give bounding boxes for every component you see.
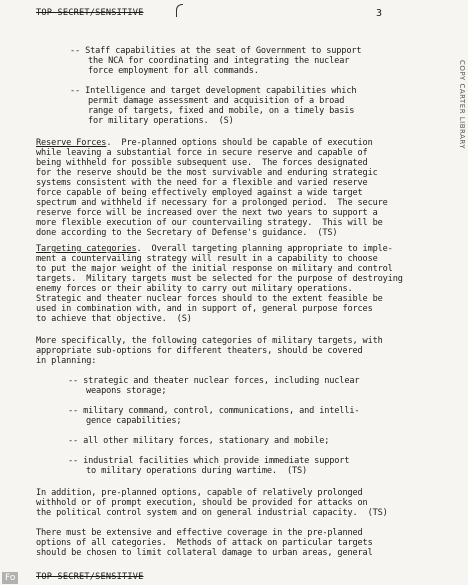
paragraph-line: options of all categories. Methods of attack on particular targets	[36, 538, 373, 548]
list-item-continuation: range of targets, fixed and mobile, on a timely basis	[88, 106, 355, 116]
paragraph-line: for the reserve should be the most survivable and enduring strategic	[36, 168, 378, 178]
paragraph-line: to achieve that objective. (S)	[36, 314, 192, 324]
list-item-continuation: weapons storage;	[86, 386, 167, 396]
paragraph-line: while leaving a substantial force in secure reserve and capable of	[36, 148, 368, 158]
list-item-continuation: the NCA for coordinating and integrating the nuclear	[88, 56, 350, 66]
paragraph-line: withhold or of prompt execution, should be provided for attacks on	[36, 498, 368, 508]
footer-classification: TOP SECRET/SENSITIVE	[36, 572, 144, 582]
list-item-continuation: for military operations. (S)	[88, 116, 234, 126]
paragraph-line: force capable of being effectively employed against a wide target	[36, 188, 363, 198]
paragraph-line: targets. Military targets must be selected for the purpose of destroying	[36, 274, 403, 284]
targeting-categories-heading: Targeting categories	[36, 244, 137, 254]
paragraph-line: In addition, pre-planned options, capable of relatively prolonged	[36, 488, 363, 498]
list-item: -- military command, control, communications, and intelli-	[68, 406, 360, 416]
side-stamp: COPY CARTER LIBRARY	[458, 60, 466, 150]
list-item-continuation: permit damage assessment and acquisition of a broad	[88, 96, 345, 106]
list-item: -- Intelligence and target development capabilities which	[70, 86, 357, 96]
handwritten-mark	[176, 4, 183, 17]
paragraph-line: . Overall targeting planning appropriate to imple-	[136, 244, 393, 254]
list-item-continuation: to military operations during wartime. (TS)	[86, 466, 308, 476]
page-number: 3	[376, 8, 383, 19]
list-item: -- industrial facilities which provide immediate support	[68, 456, 350, 466]
list-item-continuation: force employment for all commands.	[88, 66, 259, 76]
paragraph-line: to put the major weight of the initial response on military and control	[36, 264, 393, 274]
paragraph-line: appropriate sub-options for different theaters, should be covered	[36, 346, 363, 356]
paragraph-line: in planning:	[36, 356, 97, 366]
paragraph-line: should be chosen to limit collateral damage to urban areas, general	[36, 548, 373, 558]
paragraph-line: More specifically, the following categories of military targets, with	[36, 336, 383, 346]
paragraph-line: done according to the Secretary of Defense's guidance. (TS)	[36, 228, 338, 238]
list-item: -- Staff capabilities at the seat of Government to support	[70, 46, 362, 56]
header-classification: TOP SECRET/SENSITIVE	[36, 8, 144, 18]
paragraph-line: more flexible execution of our countervailing strategy. This will be	[36, 218, 383, 228]
paragraph-line: enemy forces or their ability to carry out military operations.	[36, 284, 353, 294]
paragraph-line: reserve force will be increased over the next two years to support a	[36, 208, 378, 218]
paragraph-line: used in combination with, and in support of, general purpose forces	[36, 304, 373, 314]
list-item-continuation: gence capabilities;	[86, 416, 182, 426]
reserve-forces-heading: Reserve Forces	[36, 138, 107, 148]
paragraph-line: There must be extensive and effective coverage in the pre-planned	[36, 528, 363, 538]
paragraph-line: the political control system and on general industrial capacity. (TS)	[36, 508, 388, 518]
list-item: -- all other military forces, stationary and mobile;	[68, 436, 330, 446]
paragraph-line: systems consistent with the need for a flexible and varied reserve	[36, 178, 368, 188]
list-item: -- strategic and theater nuclear forces, including nuclear	[68, 376, 360, 386]
paragraph-line: being withheld for possible subsequent use. The forces designated	[36, 158, 368, 168]
paragraph-line: Strategic and theater nuclear forces should to the extent feasible be	[36, 294, 383, 304]
paragraph-line: spectrum and withheld if necessary for a prolonged period. The secure	[36, 198, 388, 208]
watermark: Fo	[2, 572, 18, 584]
paragraph-line: ment a countervailing strategy will result in a capability to choose	[36, 254, 378, 264]
paragraph-line: . Pre-planned options should be capable of execution	[106, 138, 373, 148]
